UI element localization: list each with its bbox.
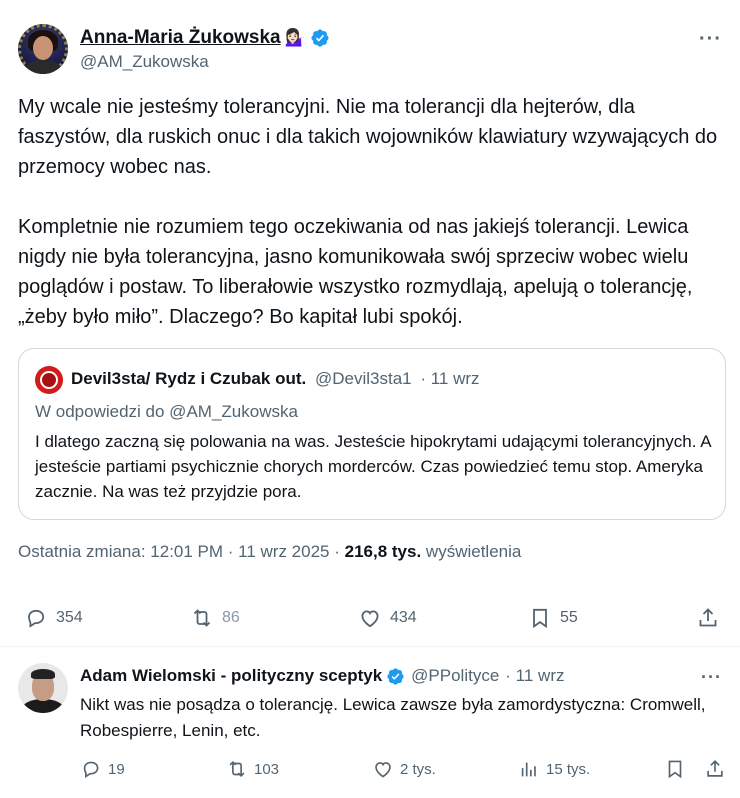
like-button[interactable] [358,606,417,630]
reply-repost-button[interactable] [226,758,279,780]
repost-button[interactable] [190,606,240,630]
author-avatar[interactable] [18,24,68,74]
author-handle[interactable]: @AM_Zukowska [80,52,209,71]
bookmark-button[interactable] [528,606,578,630]
author-name-row [80,27,330,49]
reply-like-count: 2 tys. [400,760,436,778]
bookmark-count: 55 [560,609,578,626]
divider [0,646,740,647]
edited-timestamp[interactable]: Ostatnia zmiana: 12:01 PM · 11 wrz 2025 · [18,542,345,561]
verified-badge-icon[interactable] [386,667,405,686]
bookmark-icon [528,606,552,630]
reply-bookmark-button[interactable] [664,758,686,780]
share-icon [704,758,726,780]
reply-reply-button[interactable] [80,758,125,780]
heart-icon [372,758,394,780]
reply-actions [0,754,740,784]
reply-repost-count: 103 [254,760,280,778]
quoted-header [71,369,480,389]
repost-count: 86 [222,609,240,626]
quoted-text: I dlatego zaczną się polowania na was. Jesteście hipokrytami udającymi tolerancyjnych. A jesteście partiami psychicznie chorych morderców. Czas powiedzieć temu stop. Ameryka zacznie. Na was też przyjdzie pora. [35,432,711,501]
quoted-author-avatar [35,366,63,394]
repost-icon [190,606,214,630]
verified-badge-icon[interactable] [310,28,330,48]
more-options-icon[interactable]: ··· [701,667,722,687]
views-chart-icon [518,758,540,780]
reply-tweet[interactable] [0,648,740,798]
reply-author-handle[interactable]: @PPolityce [411,666,500,685]
reply-time[interactable]: · 11 wrz [505,666,565,685]
views-label: wyświetlenia [421,542,522,561]
author-display-name[interactable]: Anna-Maria Żukowska [80,27,281,48]
reply-text: Nikt was nie posądza o tolerancję. Lewica zawsze była zamordystyczna: Cromwell, Robespierre, Lenin, etc. [80,695,706,740]
reply-like-button[interactable] [372,758,436,780]
quoted-tweet[interactable] [18,348,726,520]
views-count: 216,8 tys. [344,542,422,561]
quoted-time: · 11 wrz [420,369,480,388]
reply-count: 354 [56,609,83,626]
reply-icon [24,606,48,630]
reply-header [80,666,565,686]
share-icon [696,606,720,630]
quoted-author-handle: @Devil3sta1 [314,369,412,388]
tweet-text: My wcale nie jesteśmy tolerancyjni. Nie ma tolerancji dla hejterów, dla faszystów, dla ruskich onuc i dla takich wojowników klawiatury wzywających do przemocy wobec nas. Kompletnie nie rozumiem tego oczekiwania od nas jakiejś tolerancji. Lewica nigdy nie była tolerancyjna, jasno komunikowała swój sprzeciw wobec wielu poglądów i postaw. To liberałowie wszystko rozmydlają, apelują o tolerancję, „żeby było miło”. Dlaczego? Bo kapitał lubi spokój. [18,96,718,328]
bookmark-icon [664,758,686,780]
reply-views-button[interactable] [518,758,590,780]
reply-icon [80,758,102,780]
quoted-author-name: Devil3sta/ Rydz i Czubak out. [71,369,307,388]
like-count: 434 [390,609,417,626]
heart-icon [358,606,382,630]
tweet-actions [0,600,740,636]
more-options-icon[interactable]: ··· [699,28,722,50]
author-emoji: 💁🏻‍♀️ [284,28,306,47]
quoted-reply-to: W odpowiedzi do @AM_Zukowska [35,402,298,421]
repost-icon [226,758,248,780]
reply-views-count: 15 tys. [546,760,591,778]
reply-author-avatar[interactable] [18,663,68,713]
reply-reply-count: 19 [108,760,125,778]
reply-author-name[interactable]: Adam Wielomski - polityczny sceptyk [80,666,383,685]
tweet-meta [18,542,521,562]
share-button[interactable] [696,606,720,630]
reply-button[interactable] [24,606,83,630]
reply-share-button[interactable] [704,758,726,780]
